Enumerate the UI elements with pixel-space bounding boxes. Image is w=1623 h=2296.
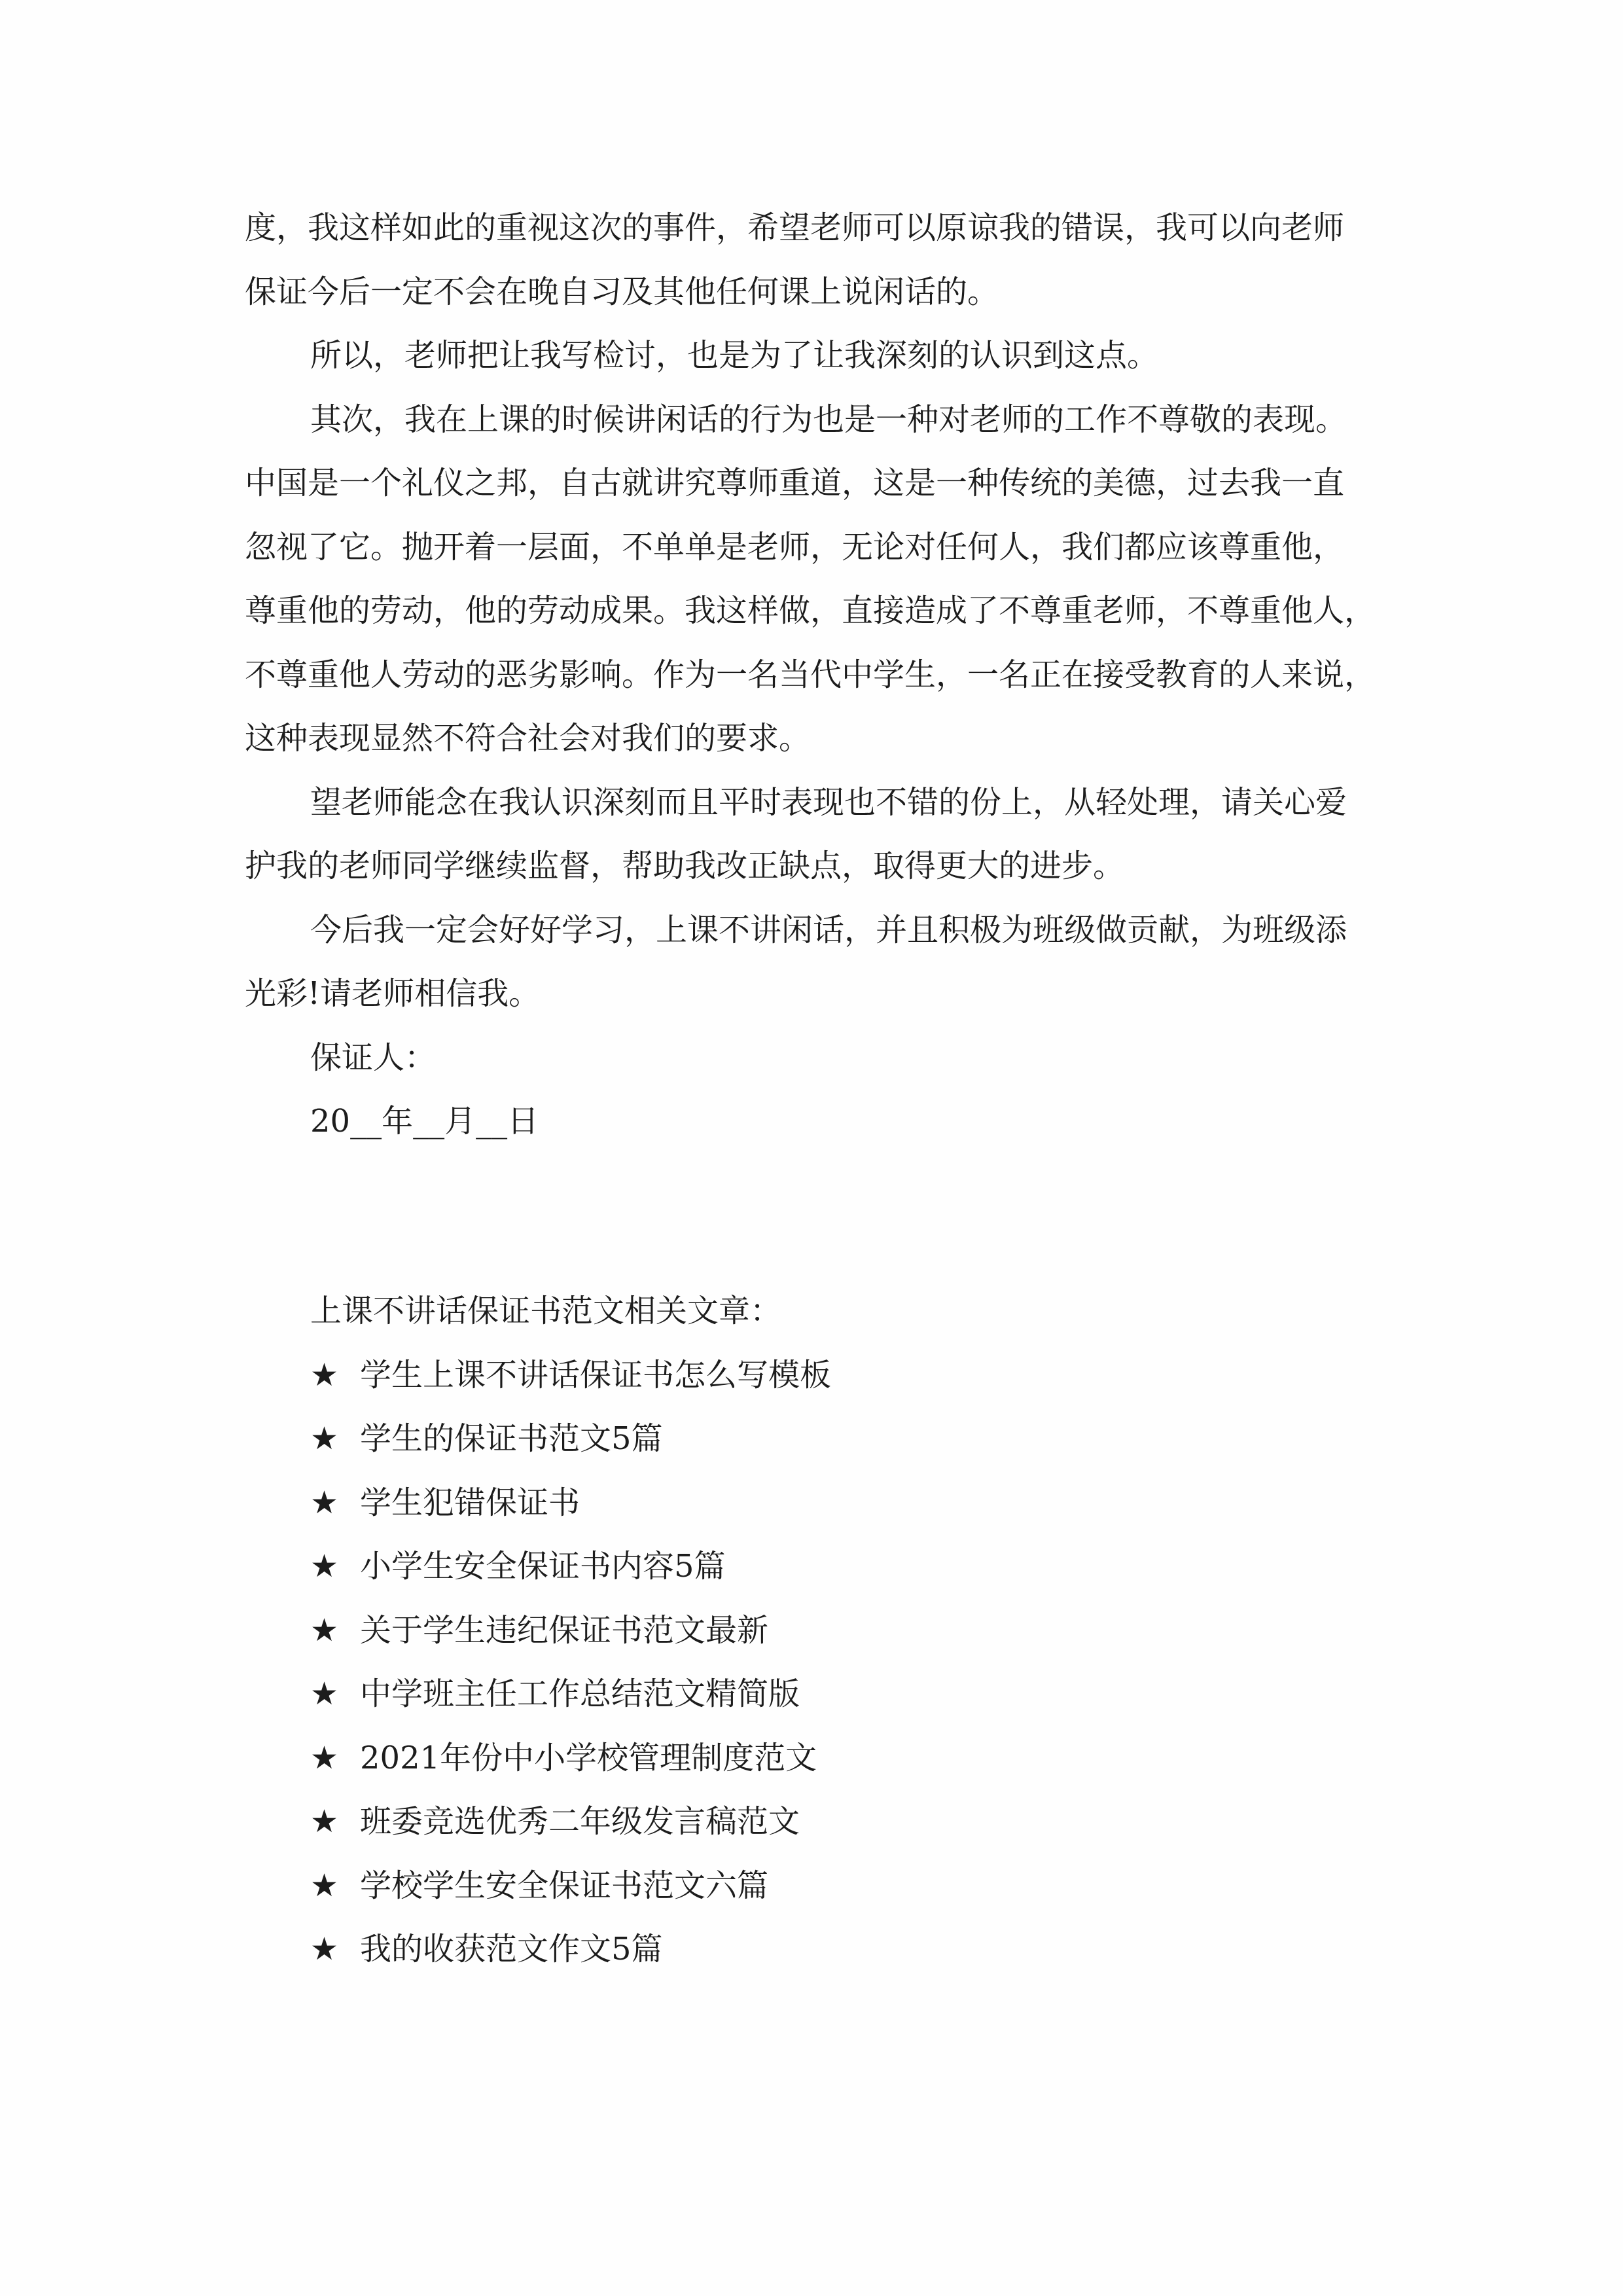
star-icon: ★ bbox=[310, 1611, 339, 1649]
paragraph-line: 不尊重他人劳动的恶劣影响。作为一名当代中学生，一名正在接受教育的人来说， bbox=[245, 656, 1376, 693]
related-article-link[interactable] bbox=[310, 1344, 1357, 1408]
related-article-title: 我的收获范文作文5篇 bbox=[360, 1931, 663, 1967]
star-icon: ★ bbox=[310, 1931, 339, 1967]
star-icon: ★ bbox=[310, 1420, 339, 1457]
paragraph-line: 其次，我在上课的时候讲闲话的行为也是一种对老师的工作不尊敬的表现。 bbox=[310, 401, 1347, 438]
related-article-link[interactable] bbox=[310, 1854, 1357, 1918]
related-article-title: 学校学生安全保证书范文六篇 bbox=[360, 1867, 769, 1904]
related-article-title: 学生的保证书范文5篇 bbox=[360, 1420, 663, 1457]
paragraph-line: 今后我一定会好好学习，上课不讲闲话，并且积极为班级做贡献，为班级添 bbox=[310, 911, 1347, 948]
related-articles-title: 上课不讲话保证书范文相关文章： bbox=[310, 1293, 782, 1329]
paragraph-line: 护我的老师同学继续监督，帮助我改正缺点，取得更大的进步。 bbox=[245, 848, 1125, 884]
related-articles-list bbox=[310, 1344, 1357, 1982]
related-article-title: 中学班主任工作总结范文精简版 bbox=[360, 1676, 800, 1712]
related-article-title: 学生犯错保证书 bbox=[360, 1484, 580, 1521]
related-article-link[interactable] bbox=[310, 1662, 1357, 1727]
related-article-link[interactable] bbox=[310, 1599, 1357, 1663]
star-icon: ★ bbox=[310, 1484, 339, 1521]
star-icon: ★ bbox=[310, 1676, 339, 1712]
paragraph-line: 光彩!请老师相信我。 bbox=[245, 975, 541, 1012]
paragraph-line: 所以，老师把让我写检讨，也是为了让我深刻的认识到这点。 bbox=[310, 337, 1159, 374]
letter-body bbox=[245, 196, 1397, 1154]
paragraph-line: 尊重他的劳动，他的劳动成果。我这样做，直接造成了不尊重老师，不尊重他人， bbox=[245, 592, 1376, 629]
related-article-link[interactable] bbox=[310, 1790, 1357, 1854]
star-icon: ★ bbox=[310, 1356, 339, 1393]
paragraph-line: 这种表现显然不符合社会对我们的要求。 bbox=[245, 720, 811, 757]
related-article-link[interactable] bbox=[310, 1918, 1357, 1982]
signer-label: 保证人： bbox=[310, 1039, 437, 1076]
related-article-title: 关于学生违纪保证书范文最新 bbox=[360, 1611, 769, 1649]
related-article-link[interactable] bbox=[310, 1471, 1357, 1535]
paragraph-line: 中国是一个礼仪之邦，自古就讲究尊师重道，这是一种传统的美德，过去我一直 bbox=[245, 465, 1345, 501]
related-article-link[interactable] bbox=[310, 1407, 1357, 1471]
star-icon: ★ bbox=[310, 1548, 339, 1585]
star-icon: ★ bbox=[310, 1803, 339, 1840]
paragraph-line: 度，我这样如此的重视这次的事件，希望老师可以原谅我的错误，我可以向老师 bbox=[245, 209, 1345, 246]
related-article-title: 2021年份中小学校管理制度范文 bbox=[360, 1739, 817, 1776]
related-article-title: 班委竞选优秀二年级发言稿范文 bbox=[360, 1803, 800, 1840]
paragraph-line: 保证今后一定不会在晚自习及其他任何课上说闲话的。 bbox=[245, 273, 999, 310]
related-article-link[interactable] bbox=[310, 1535, 1357, 1599]
date-line: 20__年__月__日 bbox=[310, 1103, 539, 1139]
related-article-title: 小学生安全保证书内容5篇 bbox=[360, 1548, 726, 1585]
star-icon: ★ bbox=[310, 1739, 339, 1776]
related-article-title: 学生上课不讲话保证书怎么写模板 bbox=[360, 1356, 832, 1393]
related-articles bbox=[310, 1280, 1357, 1982]
related-article-link[interactable] bbox=[310, 1727, 1357, 1791]
star-icon: ★ bbox=[310, 1867, 339, 1904]
paragraph-line: 忽视了它。抛开着一层面，不单单是老师，无论对任何人，我们都应该尊重他， bbox=[245, 528, 1345, 565]
paragraph-line: 望老师能念在我认识深刻而且平时表现也不错的份上，从轻处理，请关心爱 bbox=[310, 783, 1347, 821]
